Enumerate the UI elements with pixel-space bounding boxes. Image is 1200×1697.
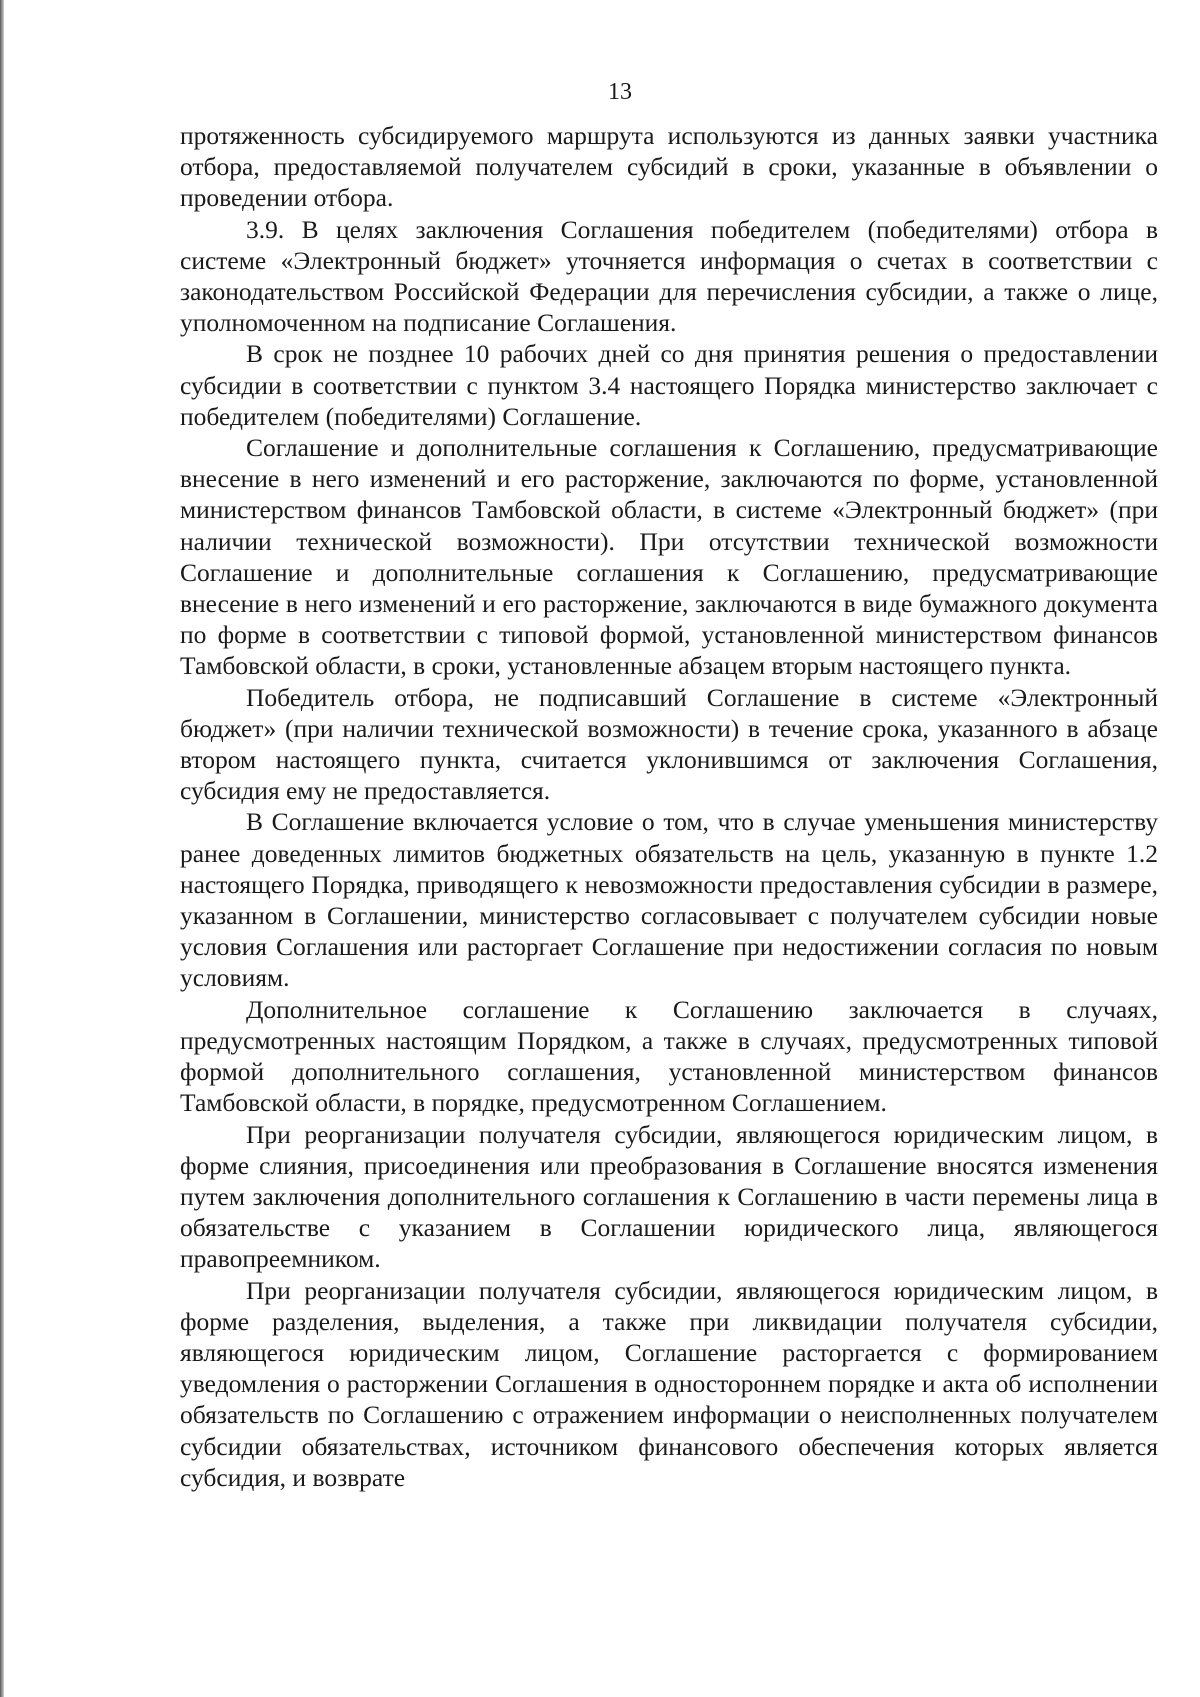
paragraph-winner-evasion: Победитель отбора, не подписавший Соглашение в системе «Электронный бюджет» (при наличии технической возможности) в течение срока, указанного в абзаце втором настоящего пункта, считается уклонившимся от заключения Соглашения, субсидия ему не предоставляется. [180,682,1158,806]
paragraph-limits-reduction: В Соглашение включается условие о том, что в случае уменьшения министерству ранее доведенных лимитов бюджетных обязательств на цель, указанную в пункте 1.2 настоящего Порядка, приводящего к невозможности предоставления субсидии в размере, указанном в Соглашении, министерство согласовывает с получателем субсидии новые условия Соглашения или расторгает Соглашение при недостижении согласия по новым условиям. [180,807,1158,993]
paragraph-additional-agreement: Дополнительное соглашение к Соглашению заключается в случаях, предусмотренных настоящим Порядком, а также в случаях, предусмотренных типовой формой дополнительного соглашения, установленной министерством финансов Тамбовской области, в порядке, предусмотренном Соглашением. [180,994,1158,1118]
paragraph-agreement-form: Соглашение и дополнительные соглашения к Соглашению, предусматривающие внесение в него изменений и его расторжение, заключаются по форме, установленной министерством финансов Тамбовской области, в системе «Электронный бюджет» (при наличии технической возможности). При отсутствии технической возможности Соглашение и дополнительные соглашения к Соглашению, предусматривающие внесение в него изменений и его расторжение, заключаются в виде бумажного документа по форме в соответствии с типовой формой, установленной министерством финансов Тамбовской области, в сроки, установленные абзацем вторым настоящего пункта. [180,433,1158,681]
document-body [180,120,1158,1493]
paragraph-deadline: В срок не позднее 10 рабочих дней со дня принятия решения о предоставлении субсидии в соответствии с пунктом 3.4 настоящего Порядка министерство заключает с победителем (победителями) Соглашение. [180,339,1158,431]
paragraph-continuation: протяженность субсидируемого маршрута используются из данных заявки участника отбора, предоставляемой получателем субсидий в сроки, указанные в объявлении о проведении отбора. [180,121,1158,213]
paragraph-3-9: 3.9. В целях заключения Соглашения победителем (победителями) отбора в системе «Электронный бюджет» уточняется информация о счетах в соответствии с законодательством Российской Федерации для перечисления субсидии, а также о лице, уполномоченном на подписание Соглашения. [180,214,1158,338]
page-number: 13 [608,79,632,105]
paragraph-reorganization-merger: При реорганизации получателя субсидии, являющегося юридическим лицом, в форме слияния, присоединения или преобразования в Соглашение вносятся изменения путем заключения дополнительного соглашения к Соглашению в части перемены лица в обязательстве с указанием в Соглашении юридического лица, являющегося правопреемником. [180,1119,1158,1274]
paragraph-reorganization-division: При реорганизации получателя субсидии, являющегося юридическим лицом, в форме разделения, выделения, а также при ликвидации получателя субсидии, являющегося юридическим лицом, Соглашение расторгается с формированием уведомления о расторжении Соглашения в одностороннем порядке и акта об исполнении обязательств по Соглашению с отражением информации о неисполненных получателем субсидии обязательствах, источником финансового обеспечения которых является субсидия, и возврате [180,1275,1158,1492]
scan-edge [0,0,4,1697]
